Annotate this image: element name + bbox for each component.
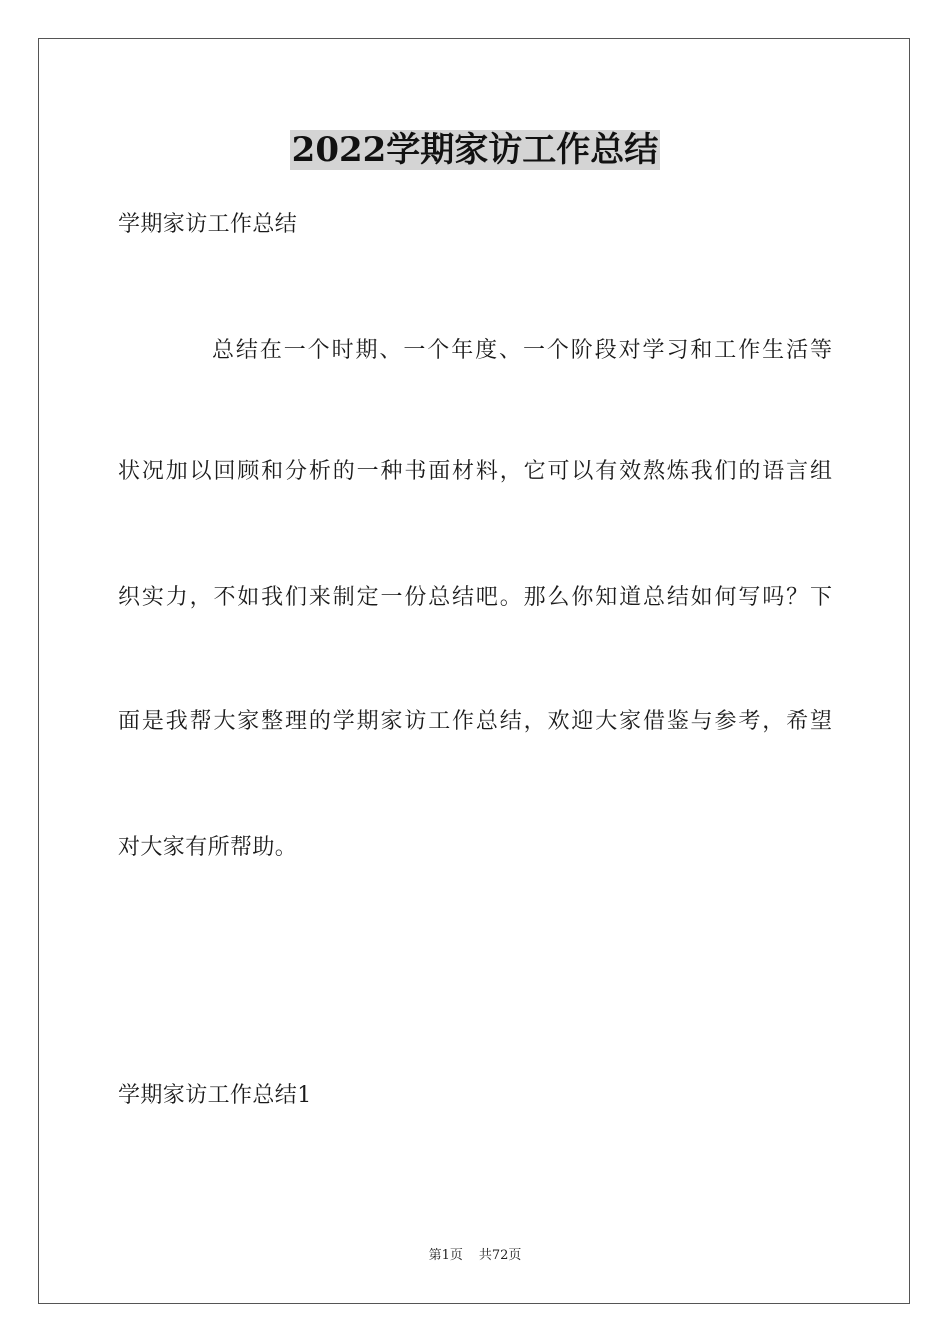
paragraph-line: 总结在一个时期、一个年度、一个阶段对学习和工作生活等 xyxy=(212,338,832,363)
page-total: 共72页 xyxy=(478,1248,522,1263)
document-subtitle: 学期家访工作总结 xyxy=(118,212,298,237)
section-heading: 学期家访工作总结1 xyxy=(118,1083,312,1108)
page-footer xyxy=(0,1247,950,1265)
page-number: 第1页 xyxy=(428,1248,463,1263)
paragraph-line: 状况加以回顾和分析的一种书面材料，它可以有效熬炼我们的语言组 xyxy=(118,459,832,484)
paragraph-line: 面是我帮大家整理的学期家访工作总结，欢迎大家借鉴与参考，希望 xyxy=(118,709,832,734)
document-title xyxy=(0,128,950,172)
paragraph-line: 织实力，不如我们来制定一份总结吧。那么你知道总结如何写吗？下 xyxy=(118,585,832,610)
document-title-text: 2022学期家访工作总结 xyxy=(291,130,659,170)
paragraph-line: 对大家有所帮助。 xyxy=(118,835,298,860)
